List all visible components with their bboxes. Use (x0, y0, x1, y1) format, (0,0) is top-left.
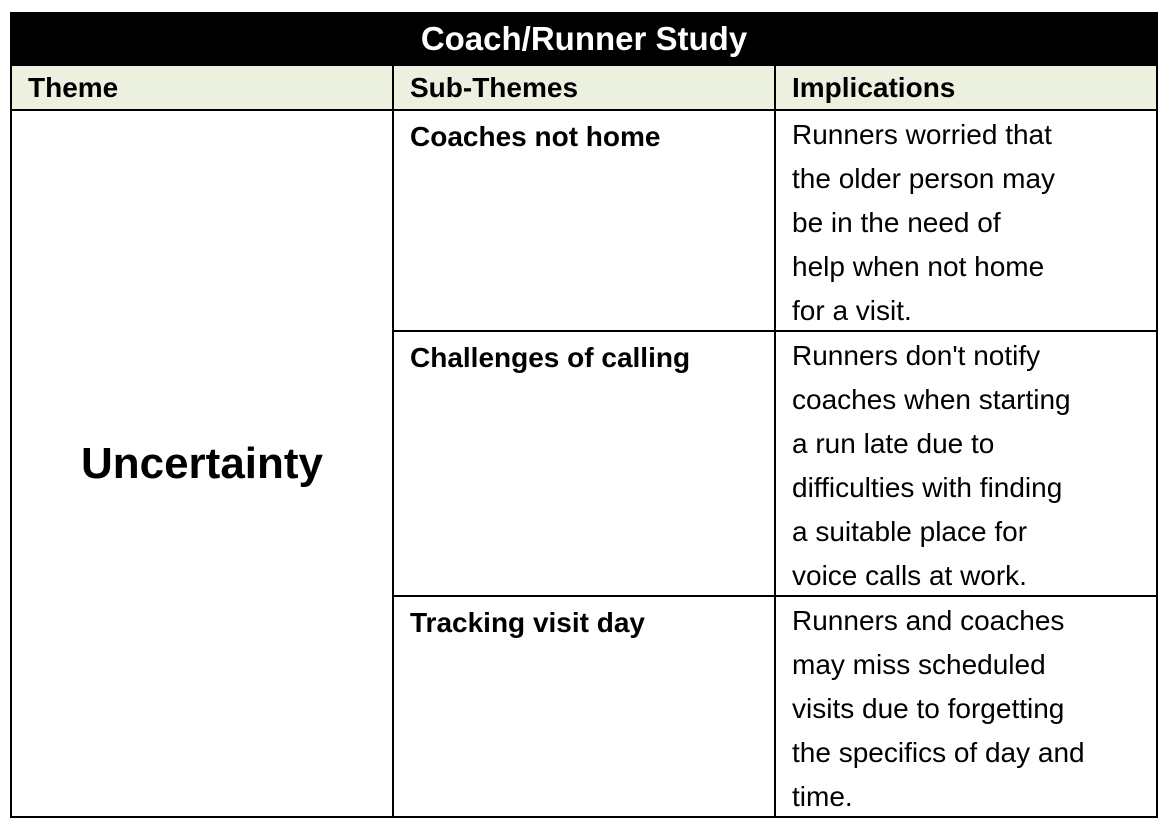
theme-cell: Uncertainty (12, 111, 394, 816)
header-theme: Theme (12, 64, 394, 111)
sub-theme-cell: Challenges of calling (394, 332, 776, 597)
table-title: Coach/Runner Study (12, 14, 1156, 64)
header-implications: Implications (776, 64, 1156, 111)
study-table (10, 12, 1158, 818)
implication-cell: Runners worried that the older person may be in the need of help when not home for a visit. (776, 111, 1156, 332)
header-sub-themes: Sub-Themes (394, 64, 776, 111)
sub-theme-cell: Tracking visit day (394, 597, 776, 816)
sub-theme-cell: Coaches not home (394, 111, 776, 332)
table-grid (12, 64, 1156, 816)
implication-cell: Runners don't notify coaches when starting a run late due to difficulties with finding a suitable place for voice calls at work. (776, 332, 1156, 597)
implication-cell: Runners and coaches may miss scheduled visits due to forgetting the specifics of day and time. (792, 605, 1085, 812)
